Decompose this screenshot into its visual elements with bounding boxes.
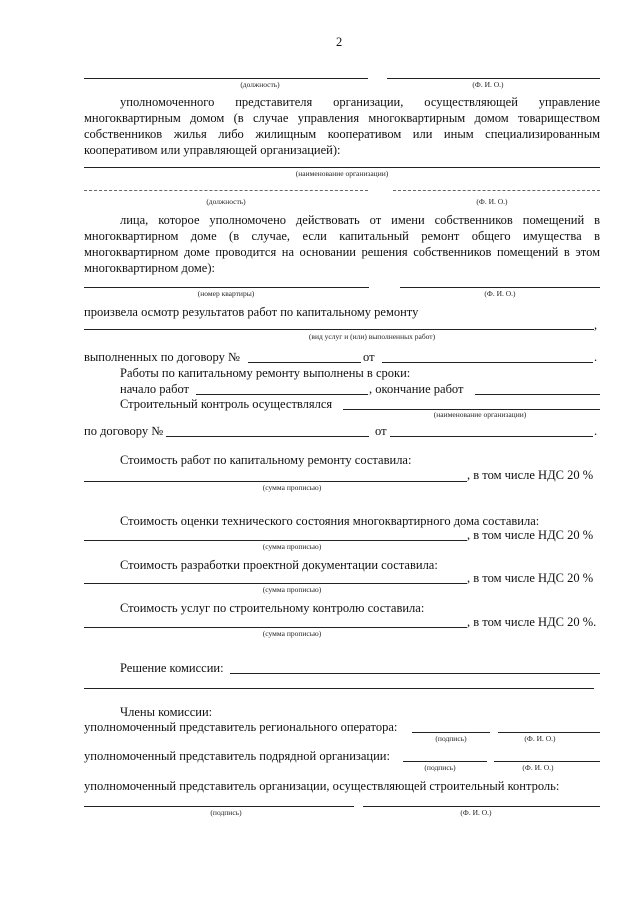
fio-caption-2: (Ф. И. О.) <box>476 197 508 206</box>
page-number: 2 <box>336 35 343 49</box>
control-contract-date-line <box>390 436 593 437</box>
decision-line-1 <box>230 673 600 674</box>
apartment-field-line <box>84 287 369 288</box>
period: . <box>594 350 598 364</box>
control-org-caption: (наименование организации) <box>433 410 527 419</box>
from-word: от <box>363 350 375 364</box>
construction-control-text: Строительный контроль осуществлялся <box>120 397 333 411</box>
contractor-fio-line <box>494 761 600 762</box>
regional-signature-line <box>412 732 490 733</box>
cost-tech-line <box>84 540 467 541</box>
fio-caption-3: (Ф. И. О.) <box>484 289 516 298</box>
contractor-signature-line <box>403 761 487 762</box>
control-signature-caption: (подпись) <box>210 808 242 817</box>
by-contract-text: по договору № <box>84 424 164 438</box>
start-date-line <box>196 394 368 395</box>
cost-works-line <box>84 481 467 482</box>
position-caption: (должность) <box>240 80 280 89</box>
control-signature-line <box>84 806 354 807</box>
apartment-caption: (номер квартиры) <box>197 289 255 298</box>
members-label: Члены комиссии: <box>120 705 213 719</box>
sum-caption-1: (сумма прописью) <box>262 483 322 492</box>
end-label: , окончание работ <box>369 382 464 396</box>
contract-date-line <box>382 362 593 363</box>
contract-prefix: выполненных по договору № <box>84 350 240 364</box>
vat-1: , в том числе НДС 20 % <box>467 468 594 482</box>
sum-caption-2: (сумма прописью) <box>262 542 322 551</box>
sum-caption-3: (сумма прописью) <box>262 585 322 594</box>
regional-fio-line <box>498 732 600 733</box>
inspection-text: произвела осмотр результатов работ по капитальному ремонту <box>84 305 419 319</box>
cost-design-line <box>84 583 467 584</box>
regional-fio-caption: (Ф. И. О.) <box>524 734 556 743</box>
cost-control-line <box>84 627 467 628</box>
cost-works-text: Стоимость работ по капитальному ремонту составила: <box>120 453 412 467</box>
service-type-caption: (вид услуг и (или) выполненных работ) <box>308 332 436 341</box>
vat-2: , в том числе НДС 20 % <box>467 528 594 542</box>
fio-field-line <box>387 78 600 79</box>
control-fio-line <box>363 806 600 807</box>
regional-rep-text: уполномоченный представитель регионального оператора: <box>84 720 398 734</box>
decision-line-2 <box>84 688 594 689</box>
owner-paragraph: лица, которое уполномочено действовать от имени собственников помещений в многоквартирном доме (в случае, если капитальный ремонт общего имущества в многоквартирном доме проводится на основании решения собственников помещений в этом многоквартирном доме): <box>84 213 600 275</box>
from-word-2: от <box>375 424 387 438</box>
contract-number-line <box>248 362 361 363</box>
vat-3: , в том числе НДС 20 % <box>467 571 594 585</box>
cost-control-text: Стоимость услуг по строительному контролю составила: <box>120 601 425 615</box>
position-field-line <box>84 78 368 79</box>
rep-org-paragraph: уполномоченного представителя организации, осуществляющей управление многоквартирным домом (в случае управления многоквартирным домом товариществом собственников жилья либо жилищным кооперативом или иным специализированным кооперативом или управляющей организацией): <box>84 95 600 157</box>
fio-field-line-2 <box>393 190 600 191</box>
control-contract-number-line <box>166 436 369 437</box>
comma: , <box>594 318 598 332</box>
service-type-line <box>84 329 594 330</box>
sum-caption-4: (сумма прописью) <box>262 629 322 638</box>
works-done-text: Работы по капитальному ремонту выполнены в сроки: <box>120 366 411 380</box>
contractor-fio-caption: (Ф. И. О.) <box>522 763 554 772</box>
start-label: начало работ <box>120 382 190 396</box>
period-2: . <box>594 424 598 438</box>
regional-signature-caption: (подпись) <box>435 734 467 743</box>
contractor-rep-text: уполномоченный представитель подрядной организации: <box>84 749 390 763</box>
fio-caption: (Ф. И. О.) <box>472 80 504 89</box>
contractor-signature-caption: (подпись) <box>424 763 456 772</box>
position-caption-2: (должность) <box>206 197 246 206</box>
cost-tech-text: Стоимость оценки технического состояния многоквартирного дома составила: <box>120 514 540 528</box>
end-date-line <box>475 394 600 395</box>
org-name-caption: (наименование организации) <box>295 169 389 178</box>
control-fio-caption: (Ф. И. О.) <box>460 808 492 817</box>
cost-design-text: Стоимость разработки проектной документации составила: <box>120 558 438 572</box>
vat-4: , в том числе НДС 20 %. <box>467 615 597 629</box>
org-name-line <box>84 167 600 168</box>
fio-field-line-3 <box>400 287 600 288</box>
position-field-line-2 <box>84 190 368 191</box>
control-rep-text: уполномоченный представитель организации, осуществляющей строительный контроль: <box>84 779 560 793</box>
decision-label: Решение комиссии: <box>120 661 224 675</box>
